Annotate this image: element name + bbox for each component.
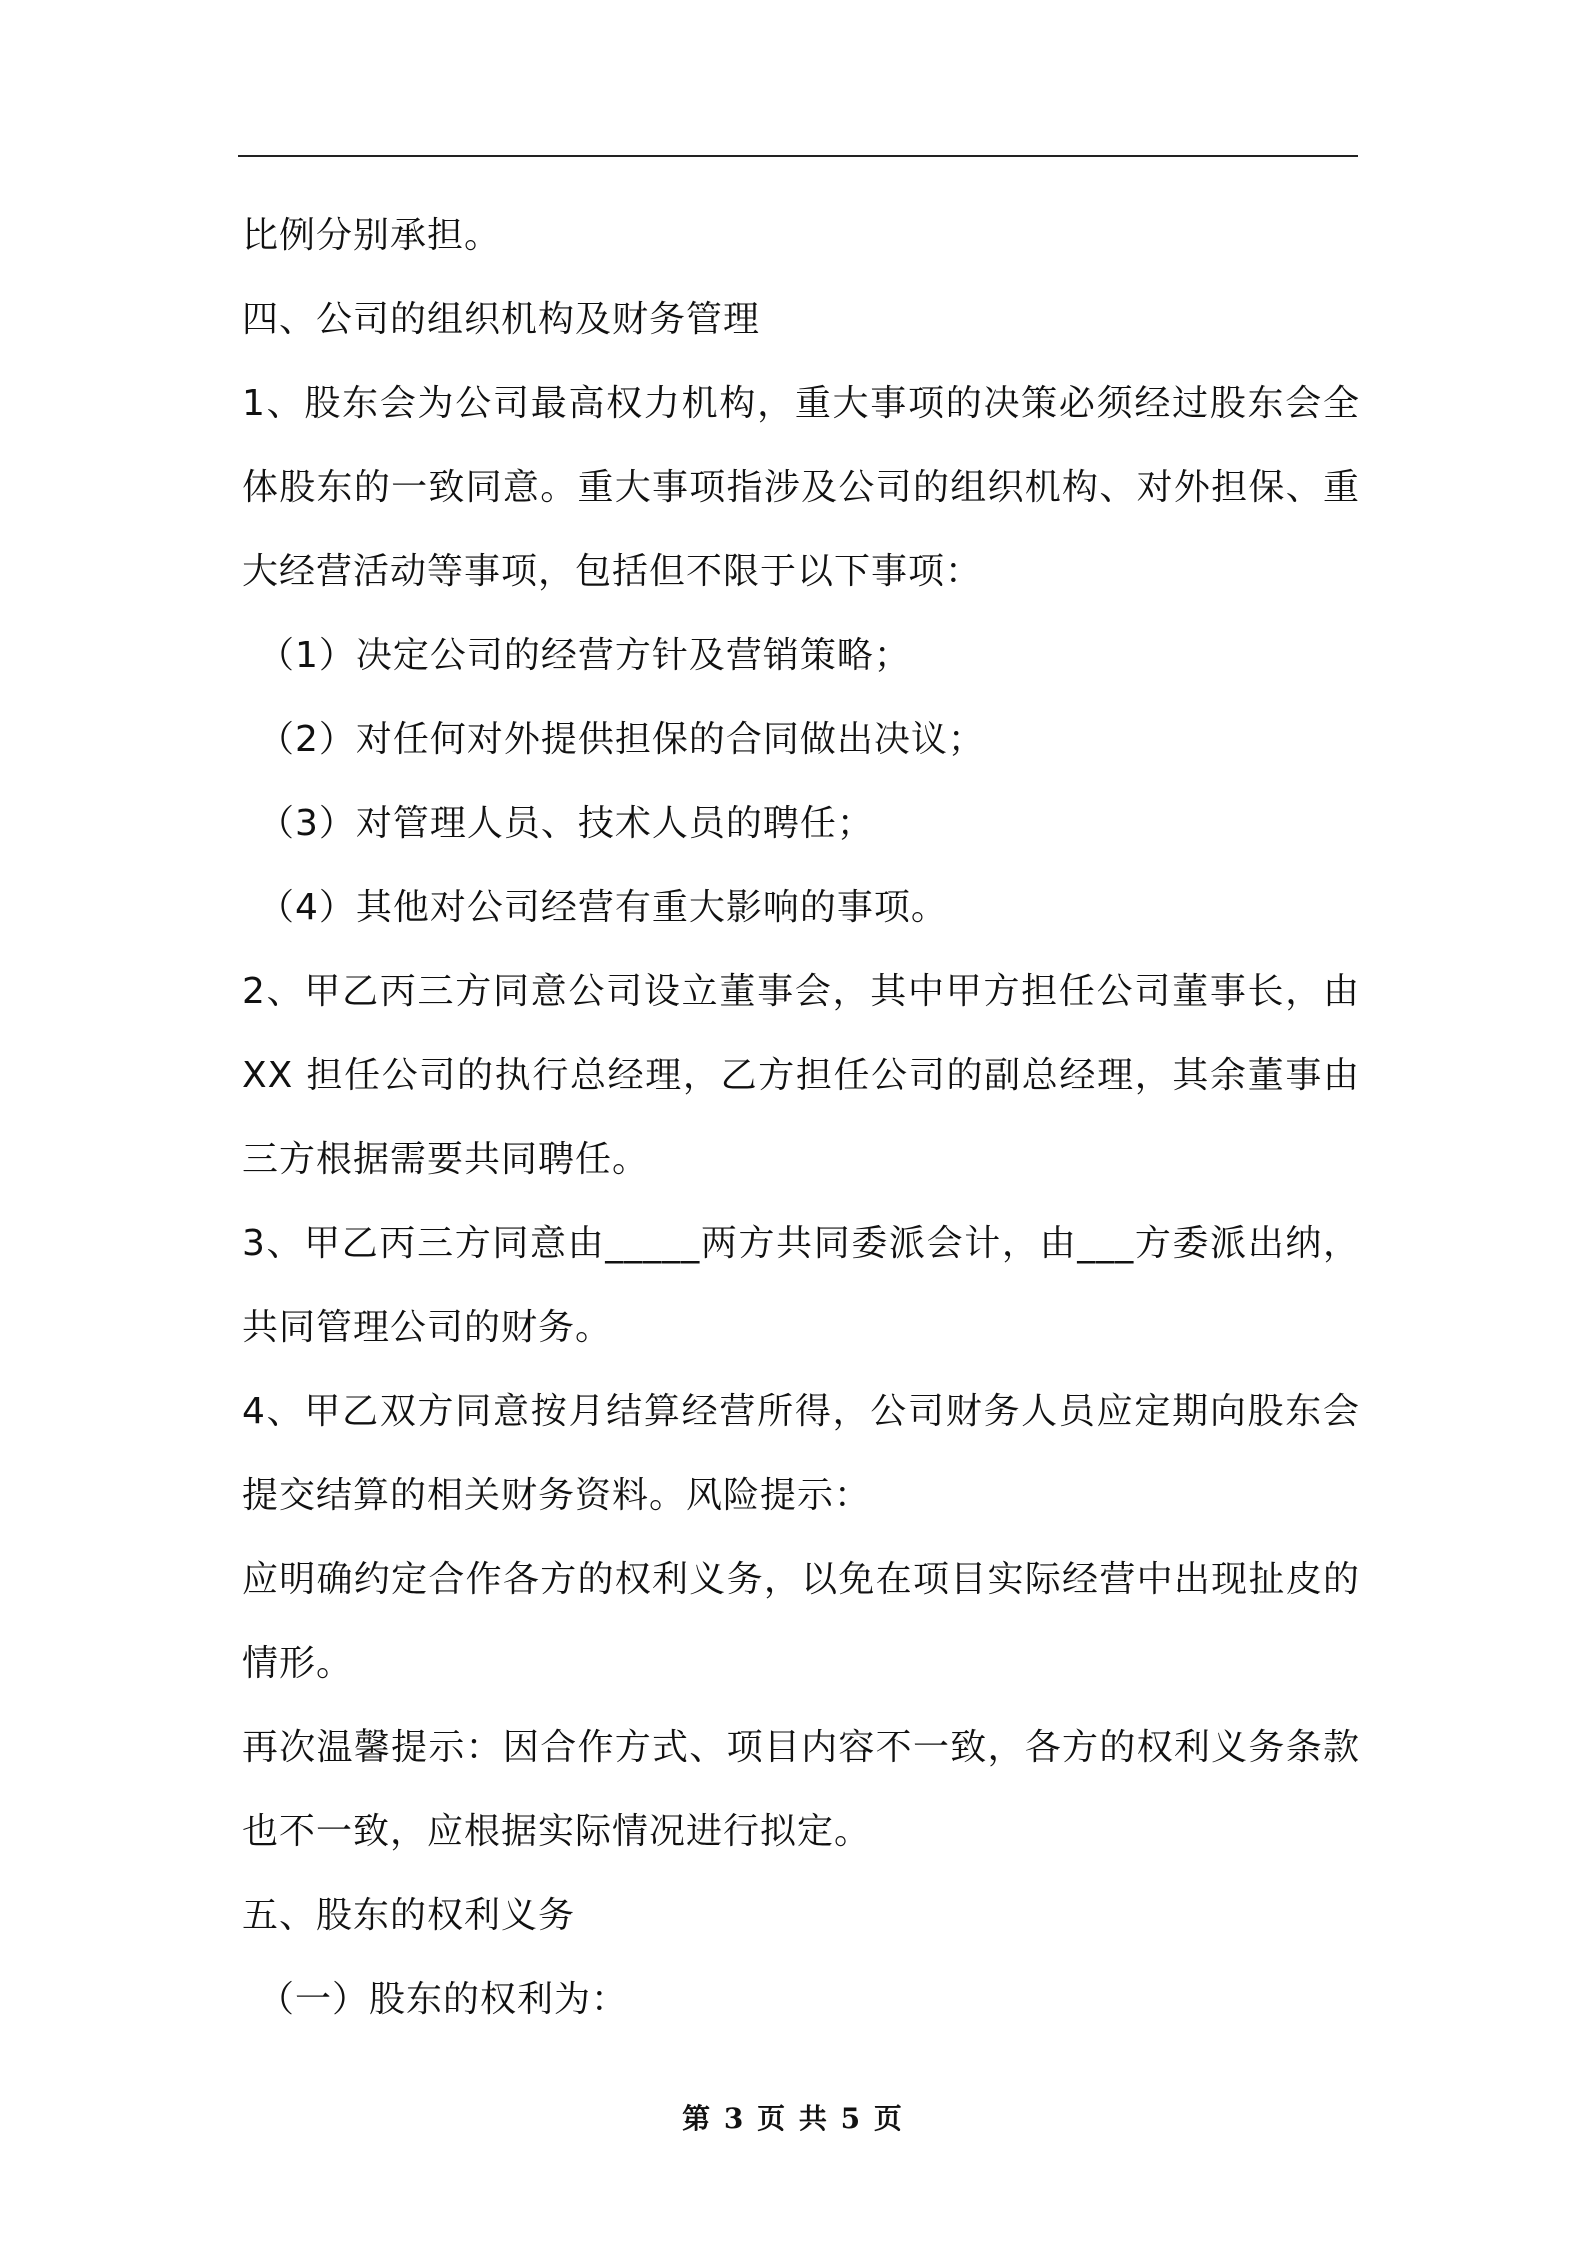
text-line: （2）对任何对外提供担保的合同做出决议； [258, 719, 985, 760]
text-line: （4）其他对公司经营有重大影响的事项。 [258, 887, 948, 928]
text-line: 3、甲乙丙三方同意由_____两方共同委派会计，由___方委派出纳， [242, 1223, 1360, 1264]
text-line: 1、股东会为公司最高权力机构，重大事项的决策必须经过股东会全 [242, 383, 1360, 424]
text-line: 2、甲乙丙三方同意公司设立董事会，其中甲方担任公司董事长，由 [242, 971, 1360, 1012]
header-rule [238, 155, 1358, 157]
text-line: 三方根据需要共同聘任。 [242, 1139, 650, 1180]
text-line: 比例分别承担。 [242, 215, 502, 256]
text-line: （1）决定公司的经营方针及营销策略； [258, 635, 911, 676]
text-line: 五、股东的权利义务 [242, 1895, 576, 1936]
text-line: 大经营活动等事项，包括但不限于以下事项： [242, 551, 983, 592]
text-line: 共同管理公司的财务。 [242, 1307, 613, 1348]
page-number: 第 3 页 共 5 页 [682, 2102, 904, 2135]
text-line: 情形。 [242, 1643, 354, 1684]
document-body [242, 194, 1360, 2042]
text-line: 4、甲乙双方同意按月结算经营所得，公司财务人员应定期向股东会 [242, 1391, 1360, 1432]
text-line: （3）对管理人员、技术人员的聘任； [258, 803, 874, 844]
text-line: 应明确约定合作各方的权利义务，以免在项目实际经营中出现扯皮的 [242, 1559, 1360, 1600]
text-line: 体股东的一致同意。重大事项指涉及公司的组织机构、对外担保、重 [242, 467, 1360, 508]
text-line: XX 担任公司的执行总经理，乙方担任公司的副总经理，其余董事由 [242, 1055, 1360, 1096]
text-line: 四、公司的组织机构及财务管理 [242, 299, 761, 340]
text-line: 提交结算的相关财务资料。风险提示： [242, 1475, 872, 1516]
text-line: （一）股东的权利为： [258, 1979, 629, 2020]
text-line: 也不一致，应根据实际情况进行拟定。 [242, 1811, 872, 1852]
text-line: 再次温馨提示：因合作方式、项目内容不一致，各方的权利义务条款 [242, 1727, 1360, 1768]
